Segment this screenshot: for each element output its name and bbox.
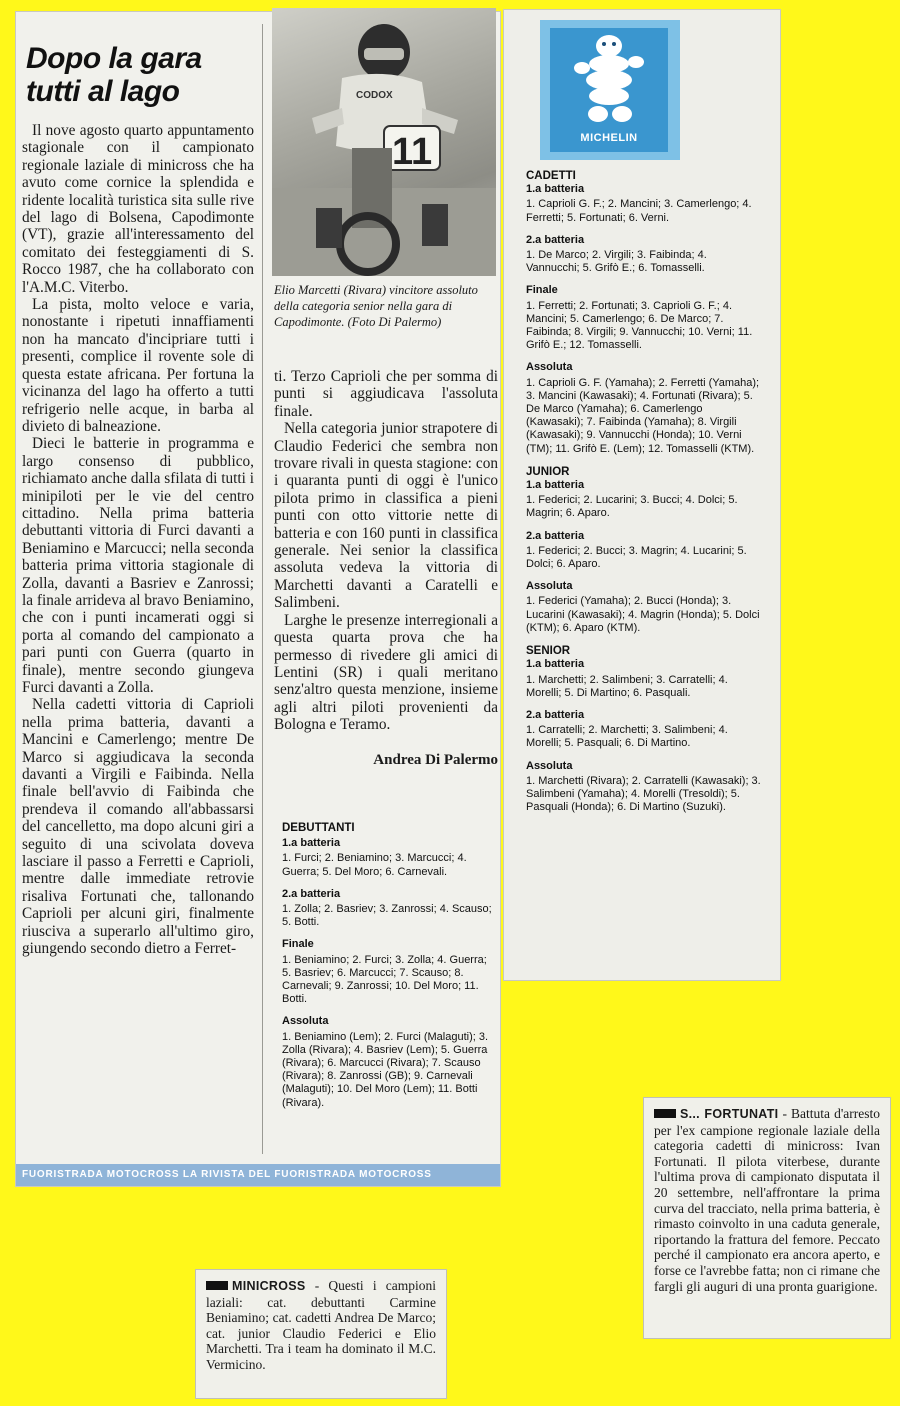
section-label: 2.a batteria	[282, 887, 341, 900]
section-results: 1. Beniamino (Lem); 2. Furci (Malaguti); 3. Zolla (Rivara); 4. Basriev (Lem); 5. Guerra (Rivara); 6. Marcucci (Rivara); 7. Scauso (Rivara); 8. Zanrossi (GB); 9. Carnevali (Malaguti); 10. Del Moro (Lem); 11. Botti (Rivara).	[282, 1030, 489, 1109]
category-title: JUNIOR	[526, 465, 570, 478]
byline: Andrea Di Palermo	[373, 752, 498, 768]
section-results: 1. Caprioli G. F.; 2. Mancini; 3. Camerlengo; 4. Ferretti; 5. Fortunati; 6. Verni.	[526, 198, 752, 224]
results-clipping	[504, 10, 780, 980]
photo-caption: Elio Marcetti (Rivara) vincitore assoluto della categoria senior nella gara di Capodimonte. (Foto Di Palermo)	[274, 283, 478, 329]
headline-line-2: tutti al lago	[26, 75, 180, 108]
section-results: 1. Zolla; 2. Basriev; 3. Zanrossi; 4. Scauso; 5. Botti.	[282, 903, 492, 929]
column-divider	[262, 24, 263, 1154]
section-results: 1. Federici; 2. Lucarini; 3. Bucci; 4. Dolci; 5. Magrin; 6. Aparo.	[526, 494, 738, 520]
brand-name: MICHELIN	[580, 132, 638, 144]
article-body-left	[22, 122, 254, 958]
paragraph: La pista, molto veloce e varia, nonostante i ripetuti innaffiamenti non ha mancato d'incipriare tutti i presenti, complice il rovente sole di questa estate africana. Per fortuna la vicinanza del lago ha offerto a tutti refrigerio nelle acque, in barba al divieto di balneazione.	[22, 296, 254, 435]
section-label: 2.a batteria	[526, 529, 585, 542]
category-title: CADETTI	[526, 170, 576, 182]
brief-lead: S... FORTUNATI	[680, 1107, 779, 1121]
section-label: Assoluta	[526, 361, 573, 374]
article-column-left	[16, 12, 258, 1160]
paragraph: Nella categoria junior strapotere di Claudio Federici che sembra non trovare rivali in questa stagione: con i quaranta punti di oggi è l'unico pilota primo in classifica a pieni punti con otto vittorie nette di batteria e con 160 punti in classifica generale. Nei senior la classifica assoluta vedeva la vittoria di Marchetti davanti a Caratelli e Salimbeni.	[274, 420, 498, 612]
logo-panel	[550, 28, 668, 152]
section-label: Finale	[526, 284, 558, 297]
section-label: Finale	[282, 938, 314, 951]
section-results: 1. Ferretti; 2. Fortunati; 3. Caprioli G. F.; 4. Mancini; 5. Camerlengo; 6. De Marco; 7. Faibinda; 8. Virgili; 9. Vannucchi; 10. Verni; 11. Grifò E.; 12. Tomasselli.	[526, 299, 753, 352]
section-label: 1.a batteria	[526, 658, 585, 671]
results-debuttanti	[282, 816, 496, 1110]
paragraph: Il nove agosto quarto appuntamento stagionale con il campionato regionale laziale di minicross che ha avuto come cornice la splendida e ridente località turistica sita sulle rive del lago di Bolsena, Capodimonte (VT), grazie all'interessamento del comitato dei festeggiamenti di S. Rocco 1987, che ha collaborato con l'A.M.C. Viterbo.	[22, 122, 254, 296]
article-clipping	[16, 12, 500, 1186]
headline-line-1: Dopo la gara	[26, 42, 202, 75]
section-results: 1. Carratelli; 2. Marchetti; 3. Salimbeni; 4. Morelli; 5. Pasquali; 6. Di Martino.	[526, 724, 728, 750]
brief-minicross	[196, 1270, 446, 1398]
section-label: Assoluta	[526, 759, 573, 772]
results-list	[526, 164, 762, 814]
paragraph: Dieci le batterie in programma e largo consenso di pubblico, richiamato anche dalla sfilata di tutti i minipiloti per le vie del centro cittadino. Nella prima batteria debuttanti vittoria di Furci davanti a Beniamino e Marcucci; nella seconda batteria prima vittoria stagionale di Zolla, davanti a Basriev e Zanrossi; la finale arrideva al bravo Beniamino, che con i punti incamerati oggi si porta al comando del campionato a pari punti con Guerra (quarto in finale), mentre secondo giungeva Furci davanti a Zolla.	[22, 435, 254, 696]
section-label: 1.a batteria	[526, 479, 585, 492]
brief-lead: MINICROSS	[232, 1279, 306, 1293]
section-results: 1. Federici (Yamaha); 2. Bucci (Honda); 3. Lucarini (Kawasaki); 4. Magrin (Honda); 5. Dolci (KTM); 6. Aparo (KTM).	[526, 595, 760, 634]
section-label: 2.a batteria	[526, 708, 585, 721]
lead-bar-icon	[206, 1281, 228, 1290]
brief-text	[654, 1106, 880, 1294]
section-label: 1.a batteria	[282, 837, 341, 850]
category-title: SENIOR	[526, 645, 571, 658]
section-results: 1. Furci; 2. Beniamino; 3. Marcucci; 4. Guerra; 5. Del Moro; 6. Carnevali.	[282, 852, 467, 878]
motocross-photo	[272, 8, 496, 276]
bibendum-icon	[572, 32, 646, 124]
section-label: Assoluta	[526, 580, 573, 593]
article-headline	[26, 42, 256, 108]
article-column-right	[268, 12, 500, 1160]
section-label: 2.a batteria	[526, 233, 585, 246]
brief-body: - Battuta d'arresto per l'ex campione regionale laziale della categoria cadetti di minicross: Ivan Fortunati. Il pilota viterbese, durante l'ultima prova di campionato disputata il 20 settembre, nell'affrontare la prima curva del tracciato, nella prima batteria, è rimasto coinvolto in una caduta generale, riportando la frattura del femore. Peccato perché il campionato era ancora aperto, e forse ce l'avrebbe fatta; non ci rimane che fargli gli auguri di una pronta guarigione.	[654, 1106, 880, 1294]
section-label: 1.a batteria	[526, 183, 585, 196]
race-number: 11	[392, 131, 433, 173]
section-results: 1. Beniamino; 2. Furci; 3. Zolla; 4. Guerra; 5. Basriev; 6. Marcucci; 7. Scauso; 8. Carnevali; 9. Zanrossi; 10. Del Moro; 11. Botti.	[282, 953, 487, 1006]
brief-body: - Questi i campioni laziali: cat. debuttanti Carmine Beniamino; cat. cadetti Andrea De Marco; cat. junior Claudio Federici e Elio Marchetti. Tra i team ha dominato il M.C. Vermicino.	[206, 1278, 436, 1372]
section-results: 1. Marchetti (Rivara); 2. Carratelli (Kawasaki); 3. Salimbeni (Yamaha); 4. Morelli (Tresoldi); 5. Pasquali (Honda); 6. Di Martino (Suzuki).	[526, 774, 761, 814]
michelin-logo	[540, 20, 680, 160]
sponsor-label: CODOX	[356, 90, 393, 101]
brief-fortunati	[644, 1098, 890, 1338]
category-title: DEBUTTANTI	[282, 822, 355, 834]
section-results: 1. Caprioli G. F. (Yamaha); 2. Ferretti (Yamaha); 3. Mancini (Kawasaki); 4. Fortunati (Rivara); 5. De Marco (Yamaha); 6. Camerlengo (Kawasaki); 7. Faibinda (Yamaha); 8. Virgili (Kawasaki); 9. Vannucchi (Honda); 10. Verni (TM); 11. Grifò E. (Lem); 12. Tomasselli (KTM).	[526, 376, 760, 455]
paragraph: Nella cadetti vittoria di Caprioli nella prima batteria, davanti a Mancini e Camerlengo; mentre De Marco si aggiudicava la seconda davanti a Virgili e Faibinda. Nella finale bell'avvio di Faibinda che prendeva il comando all'abbassarsi del cancelletto, ma dopo alcuni giri a seguito di una scivolata doveva lasciare il passo a Ferretti e Caprioli, mentre dalle immediate retrovie risaliva Fortunati che, tallonando Caprioli per alcuni giri, finalmente riusciva a superarlo all'ultimo giro, giungendo secondo dietro a Ferret-	[22, 696, 254, 958]
article-body-right	[274, 368, 498, 734]
paragraph: ti. Terzo Caprioli che per somma di punti si aggiudicava l'assoluta finale.	[274, 368, 498, 420]
paragraph: Larghe le presenze interregionali a questa quarta prova che ha permesso di rivedere gli amici di Lentini (SR) i quali meritano senz'altro questa menzione, insieme agli altri piloti provenienti da Bologna e Teramo.	[274, 611, 498, 734]
rider-illustration	[272, 8, 496, 276]
lead-bar-icon	[654, 1109, 676, 1118]
brief-text	[206, 1278, 436, 1373]
section-results: 1. De Marco; 2. Virgili; 3. Faibinda; 4. Vannucchi; 5. Grifò E.; 6. Tomasselli.	[526, 249, 707, 275]
section-label: Assoluta	[282, 1015, 329, 1028]
section-results: 1. Marchetti; 2. Salimbeni; 3. Carratelli; 4. Morelli; 5. Di Martino; 6. Pasquali.	[526, 673, 728, 699]
section-results: 1. Federici; 2. Bucci; 3. Magrin; 4. Lucarini; 5. Dolci; 6. Aparo.	[526, 544, 747, 571]
magazine-footer-band: FUORISTRADA MOTOCROSS LA RIVISTA DEL FUORISTRADA MOTOCROSS	[16, 1164, 500, 1186]
